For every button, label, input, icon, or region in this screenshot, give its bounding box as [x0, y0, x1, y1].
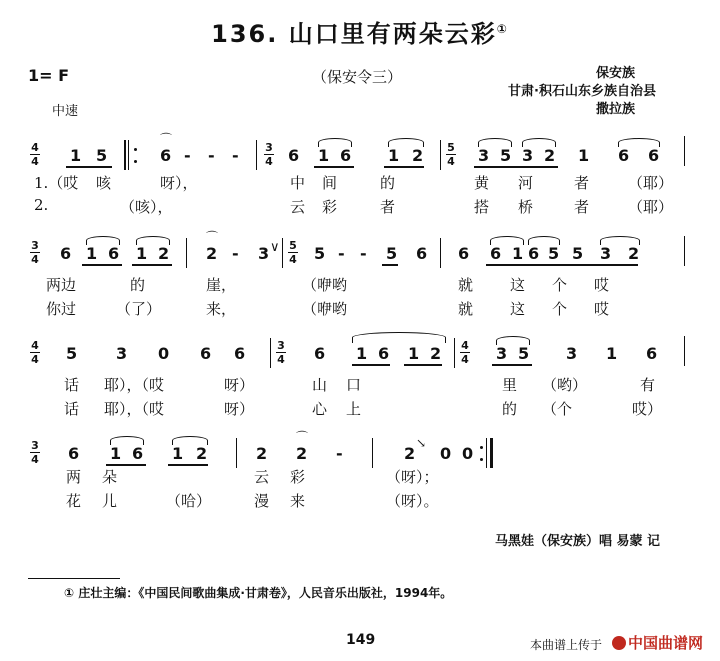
note: 2	[412, 146, 424, 165]
lyric: 的	[502, 400, 518, 418]
note: 2	[206, 244, 218, 263]
note: -	[184, 146, 191, 165]
note: 6	[646, 344, 658, 363]
lyric: 儿	[102, 492, 118, 510]
slur	[496, 336, 530, 345]
beam	[492, 364, 532, 366]
barline	[186, 238, 187, 268]
slur	[136, 236, 170, 245]
note: 5	[96, 146, 108, 165]
lyric: 山	[312, 376, 328, 394]
song-subtitle: （保安令三）	[312, 68, 403, 86]
slur	[478, 138, 512, 147]
note: 2	[158, 244, 170, 263]
note: 5	[518, 344, 530, 363]
note: -	[232, 146, 239, 165]
note: 1	[356, 344, 368, 363]
lyric: 话	[64, 376, 80, 394]
slur	[600, 236, 640, 245]
lyric: （耶）	[628, 174, 674, 192]
note: 6	[68, 444, 80, 463]
note: 6	[378, 344, 390, 363]
note: 6	[648, 146, 660, 165]
barline	[372, 438, 373, 468]
lyric: 1.（哎	[34, 174, 79, 192]
note: 5	[66, 344, 78, 363]
lyric: 个	[552, 300, 568, 318]
note: -	[338, 244, 345, 263]
fermata: ⌒	[160, 132, 173, 146]
lyric: 的	[380, 174, 396, 192]
note: 3	[600, 244, 612, 263]
lyric: 两	[66, 468, 82, 486]
fermata: ⌒	[296, 430, 309, 444]
lyric: 哎）	[632, 400, 663, 418]
note: 0	[440, 444, 452, 463]
lyric: 搭	[474, 198, 490, 216]
note: 2	[628, 244, 640, 263]
repeat-barline	[128, 140, 129, 170]
repeat-dot	[134, 148, 137, 151]
beam	[474, 166, 558, 168]
barline	[684, 336, 685, 366]
note: 6	[340, 146, 352, 165]
song-title: 136. 山口里有两朵云彩①	[211, 20, 509, 48]
lyric: 河	[518, 174, 534, 192]
lyric: （耶）	[628, 198, 674, 216]
lyric: 耶），（哎	[104, 400, 165, 418]
footnote-rule	[28, 578, 120, 579]
lyric: 黄	[474, 174, 490, 192]
barline	[236, 438, 237, 468]
lyric: 者	[574, 174, 590, 192]
origin-line-1: 保安族	[596, 66, 636, 81]
lyric: 口	[346, 376, 362, 394]
repeat-barline	[124, 140, 126, 170]
note: 5	[548, 244, 560, 263]
key-signature: 1= F	[28, 66, 70, 85]
barline	[684, 136, 685, 166]
slur	[522, 138, 556, 147]
barline	[256, 140, 257, 170]
lyric: （呀）。	[386, 492, 439, 510]
lyric: （哈）	[166, 492, 212, 510]
lyric: 来，	[206, 300, 237, 318]
time-signature: 3 4	[265, 141, 273, 168]
note: 6	[528, 244, 540, 263]
note: -	[208, 146, 215, 165]
lyric: 朵	[102, 468, 118, 486]
lyric: 这	[510, 300, 526, 318]
lyric: 的	[130, 276, 146, 294]
beam	[486, 264, 638, 266]
note: 6	[458, 244, 470, 263]
lyric: 花	[66, 492, 82, 510]
note: 1	[512, 244, 524, 263]
slur	[318, 138, 352, 147]
note: 3	[116, 344, 128, 363]
note: 6	[234, 344, 246, 363]
lyric: 彩	[322, 198, 338, 216]
slur	[618, 138, 660, 147]
lyric: （咿哟	[302, 300, 348, 318]
note: 6	[108, 244, 120, 263]
barline	[270, 338, 271, 368]
beam	[132, 264, 172, 266]
time-signature: 5 4	[447, 141, 455, 168]
note: 6	[160, 146, 172, 165]
final-barline	[490, 438, 493, 468]
lyric: 崖，	[206, 276, 237, 294]
note: 2	[296, 444, 308, 463]
beam	[404, 364, 442, 366]
barline	[282, 238, 283, 268]
note: 6	[132, 444, 144, 463]
lyric: 2.	[34, 196, 49, 214]
repeat-dot	[134, 160, 137, 163]
note: 5	[314, 244, 326, 263]
lyric: （了）	[116, 300, 162, 318]
lyric: 耶），（哎	[104, 376, 165, 394]
note: 0	[462, 444, 474, 463]
note: 1	[172, 444, 184, 463]
origin-line-3: 撒拉族	[596, 102, 636, 117]
lyric: 上	[346, 400, 362, 418]
slur	[352, 332, 446, 343]
beam	[314, 166, 354, 168]
lyric: 哎	[594, 300, 610, 318]
note: 5	[500, 146, 512, 165]
lyric: 间	[322, 174, 338, 192]
barline	[440, 238, 441, 268]
note: 2	[544, 146, 556, 165]
note: 6	[416, 244, 428, 263]
time-signature: 5 4	[289, 239, 297, 266]
repeat-dot	[480, 446, 483, 449]
tempo-marking: 中速	[52, 104, 79, 119]
note: 2	[404, 444, 416, 463]
beam	[168, 464, 208, 466]
note: 1	[110, 444, 122, 463]
footnote: ① 庄壮主编：《中国民间歌曲集成·甘肃卷》，人民音乐出版社，1994年。	[64, 586, 453, 600]
lyric: 就	[458, 276, 474, 294]
upload-text: 本曲谱上传于	[530, 638, 603, 652]
lyric: 咳	[96, 174, 112, 192]
lyric: 彩	[290, 468, 306, 486]
note: 3	[496, 344, 508, 363]
time-signature: 4 4	[31, 141, 39, 168]
note: 3	[258, 244, 270, 263]
time-signature: 4 4	[31, 339, 39, 366]
lyric: 里	[502, 376, 518, 394]
slur	[86, 236, 120, 245]
lyric: 呀），	[160, 174, 198, 192]
lyric: 心	[312, 400, 328, 418]
lyric: 话	[64, 400, 80, 418]
lyric: （咳），	[120, 198, 173, 216]
lyric: （个	[542, 400, 573, 418]
time-signature: 3 4	[31, 439, 39, 466]
lyric: （咿哟	[302, 276, 348, 294]
lyric: （呀）；	[386, 468, 439, 486]
lyric: 者	[380, 198, 396, 216]
lyric: 者	[574, 198, 590, 216]
lyric: 呀）	[224, 376, 255, 394]
note: 1	[318, 146, 330, 165]
slide-mark: ↘	[416, 436, 427, 450]
lyric: 就	[458, 300, 474, 318]
beam	[82, 264, 122, 266]
repeat-dot	[480, 458, 483, 461]
note: 3	[478, 146, 490, 165]
lyric: 这	[510, 276, 526, 294]
barline	[454, 338, 455, 368]
lyric: （哟）	[542, 376, 588, 394]
time-signature: 3 4	[277, 339, 285, 366]
fermata: ⌒	[206, 230, 219, 244]
slur	[388, 138, 424, 147]
lyric: 云	[290, 198, 306, 216]
note: 6	[60, 244, 72, 263]
note: 2	[430, 344, 442, 363]
slur	[490, 236, 524, 245]
barline	[684, 236, 685, 266]
barline	[440, 140, 441, 170]
lyric: 桥	[518, 198, 534, 216]
beam	[382, 264, 398, 266]
note: 1	[86, 244, 98, 263]
note: 2	[196, 444, 208, 463]
lyric: 云	[254, 468, 270, 486]
origin-line-2: 甘肃·积石山东乡族自治县	[508, 84, 656, 99]
note: 1	[136, 244, 148, 263]
performer-credit: 马黑娃（保安族）唱 易蒙 记	[495, 534, 661, 549]
note: 1	[388, 146, 400, 165]
beam	[384, 166, 424, 168]
lyric: 哎	[594, 276, 610, 294]
lyric: 中	[290, 174, 306, 192]
note: 6	[618, 146, 630, 165]
site-logo[interactable]: 中国曲谱网	[612, 632, 703, 653]
note: -	[336, 444, 343, 463]
slur	[172, 436, 208, 445]
lyric: 有	[640, 376, 656, 394]
breath-mark: ∨	[270, 240, 280, 255]
beam	[66, 166, 112, 168]
note: 2	[256, 444, 268, 463]
time-signature: 3 4	[31, 239, 39, 266]
lyric: 两边	[46, 276, 77, 294]
note: 6	[314, 344, 326, 363]
slur	[528, 236, 560, 245]
note: 1	[70, 146, 82, 165]
beam	[352, 364, 390, 366]
note: 6	[200, 344, 212, 363]
note: 1	[408, 344, 420, 363]
note: 6	[288, 146, 300, 165]
slur	[110, 436, 144, 445]
note: 5	[386, 244, 398, 263]
page-number: 149	[346, 632, 376, 648]
note: 5	[572, 244, 584, 263]
note: 6	[490, 244, 502, 263]
note: 1	[578, 146, 590, 165]
note: 0	[158, 344, 170, 363]
lyric: 来	[290, 492, 306, 510]
lyric: 个	[552, 276, 568, 294]
note: 3	[566, 344, 578, 363]
logo-icon	[612, 636, 626, 650]
time-signature: 4 4	[461, 339, 469, 366]
note: -	[232, 244, 239, 263]
lyric: 呀）	[224, 400, 255, 418]
note: -	[360, 244, 367, 263]
note: 3	[522, 146, 534, 165]
final-barline	[486, 438, 487, 468]
lyric: 你过	[46, 300, 77, 318]
note: 1	[606, 344, 618, 363]
lyric: 漫	[254, 492, 270, 510]
